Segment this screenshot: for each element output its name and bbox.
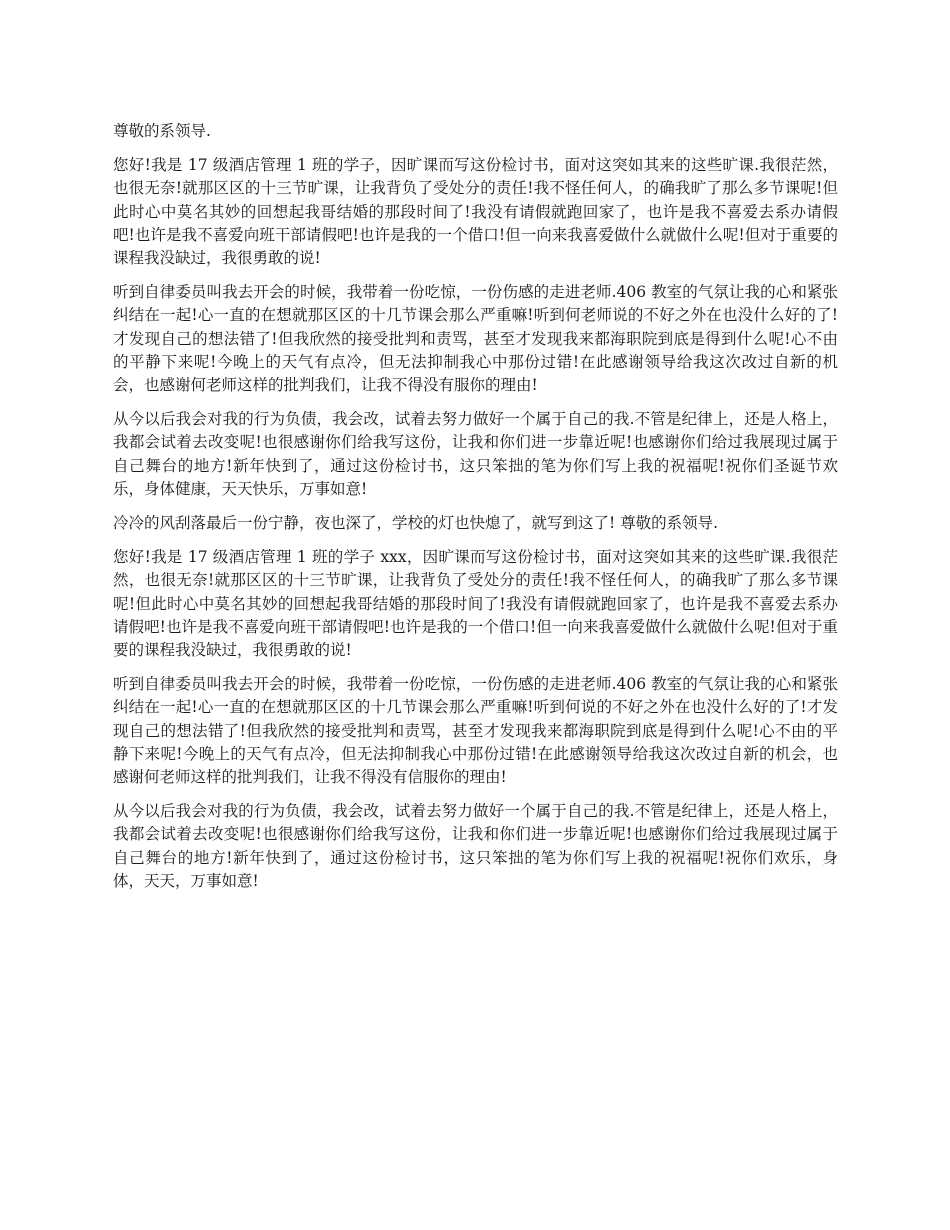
paragraph-3: 从今以后我会对我的行为负债，我会改，试着去努力做好一个属于自己的我.不管是纪律上，还是人格上，我都会试着去改变呢!也很感谢你们给我写这份，让我和你们进一步靠近呢!也感谢你们给过我展现过属于自己舞台的地方!新年快到了，通过这份检讨书，这只笨拙的笔为你们写上我的祝福呢!祝你们圣诞节欢乐，身体健康，天天快乐，万事如意!: [113, 410, 838, 498]
paragraph-6: 听到自律委员叫我去开会的时候，我带着一份吃惊，一份伤感的走进老师.406 教室的气氛让我的心和紧张纠结在一起!心一直的在想就那区区的十几节课会那么严重嘛!听到何说的不好之外在也没什么好的了!才发现自己的想法错了!但我欣然的接受批判和责骂，甚至才发现我来都海职院到底是得到什么呢!心不由的平静下来呢!今晚上的天气有点冷，但无法抑制我心中那份过错!在此感谢领导给我这次改过自新的机会，也感谢何老师这样的批判我们，让我不得没有信服你的理由!: [113, 675, 838, 787]
salutation: 尊敬的系领导.: [113, 122, 211, 140]
paragraph-4: 冷冷的风刮落最后一份宁静，夜也深了，学校的灯也快熄了，就写到这了! 尊敬的系领导.: [113, 514, 719, 533]
paragraph-2: 听到自律委员叫我去开会的时候，我带着一份吃惊，一份伤感的走进老师.406 教室的气氛让我的心和紧张纠结在一起!心一直的在想就那区区的十几节课会那么严重嘛!听到何老师说的不好之外在也没什么好的了!才发现自己的想法错了!但我欣然的接受批判和责骂，甚至才发现我来都海职院到底是得到什么呢!心不由的平静下来呢!今晚上的天气有点冷，但无法抑制我心中那份过错!在此感谢领导给我这次改过自新的机会，也感谢何老师这样的批判我们，让我不得没有服你的理由!: [113, 283, 838, 395]
paragraph-1: 您好!我是 17 级酒店管理 1 班的学子，因旷课而写这份检讨书，面对这突如其来的这些旷课.我很茫然，也很无奈!就那区区的十三节旷课，让我背负了受处分的责任!我不怪任何人，的确我旷了那么多节课呢!但此时心中莫名其妙的回想起我哥结婚的那段时间了!我没有请假就跑回家了，也许是我不喜爱去系办请假吧!也许是我不喜爱向班干部请假吧!也许是我的一个借口!但一向来我喜爱做什么就做什么呢!但对于重要的课程我没缺过，我很勇敢的说!: [113, 156, 838, 268]
paragraph-7: 从今以后我会对我的行为负债，我会改，试着去努力做好一个属于自己的我.不管是纪律上，还是人格上，我都会试着去改变呢!也很感谢你们给我写这份，让我和你们进一步靠近呢!也感谢你们给过我展现过属于自己舞台的地方!新年快到了，通过这份检讨书，这只笨拙的笔为你们写上我的祝福呢!祝你们欢乐，身体，天天，万事如意!: [113, 802, 838, 890]
paragraph-5: 您好!我是 17 级酒店管理 1 班的学子 xxx，因旷课而写这份检讨书，面对这突如其来的这些旷课.我很茫然，也很无奈!就那区区的十三节旷课，让我背负了受处分的责任!我不怪任何人，的确我旷了那么多节课呢!但此时心中莫名其妙的回想起我哥结婚的那段时间了!我没有请假就跑回家了，也许是我不喜爱去系办请假吧!也许是我不喜爱向班干部请假吧!也许是我的一个借口!但一向来我喜爱做什么就做什么呢!但对于重要的课程我没缺过，我很勇敢的说!: [113, 548, 838, 660]
document-page: [113, 120, 838, 904]
